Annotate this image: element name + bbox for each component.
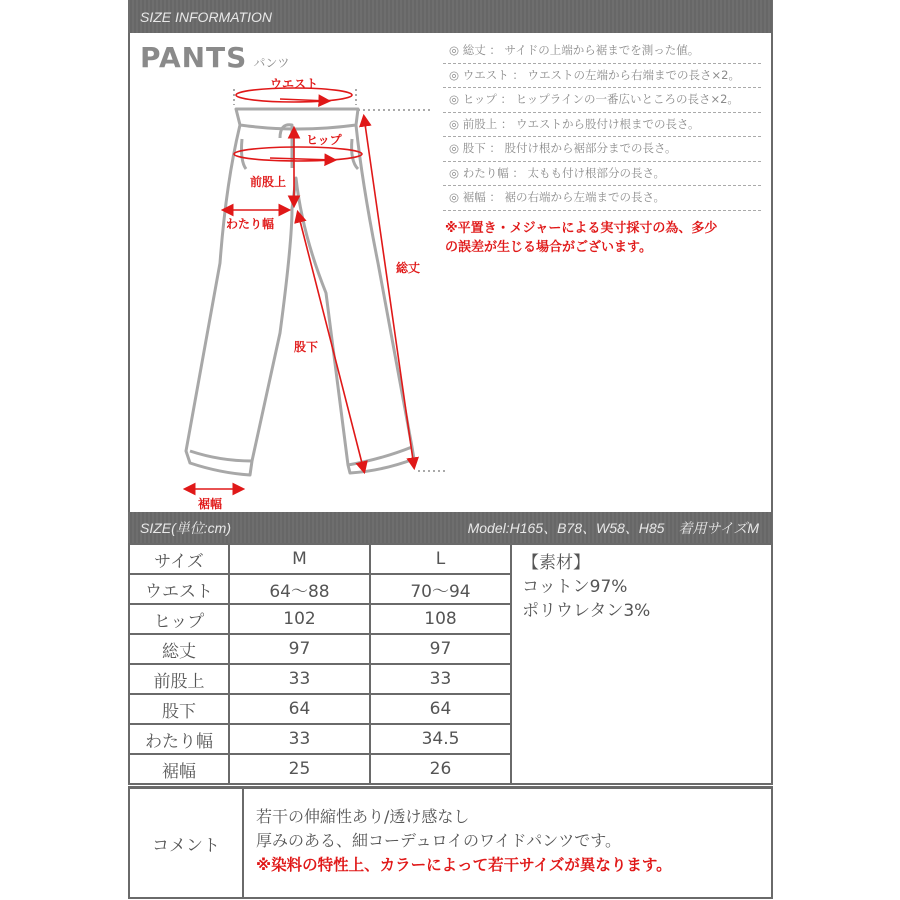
material-line: コットン97% [522, 577, 628, 597]
material-line: ポリウレタン3% [522, 601, 651, 621]
total-length-arrow [364, 117, 414, 467]
measurement-note-line1: ※平置き・メジャーによる実寸採寸の為、多少 [445, 220, 718, 236]
legend-item: ◎ 股下 ： 股付け根から裾部分までの長さ。 [443, 137, 761, 162]
label-waist: ウエスト [270, 77, 319, 91]
waistband [236, 109, 358, 129]
label-inseam: 股下 [294, 340, 319, 354]
label-hip: ヒップ [306, 133, 342, 147]
garment-title-jp: パンツ [253, 56, 290, 70]
label-thigh: わたり幅 [226, 217, 275, 231]
size-table [128, 543, 773, 785]
row-label: 総丈 [129, 634, 229, 664]
pants-body [186, 125, 414, 475]
comment-line: 厚みのある、細コーデュロイのワイドパンツです。 [256, 831, 621, 850]
legend-item: ◎ わたり幅 ： 太もも付け根部分の長さ。 [443, 162, 761, 187]
size-information-card [128, 0, 773, 900]
pocket-left [242, 139, 247, 169]
cell-l: 33 [370, 664, 511, 694]
row-label: ヒップ [129, 604, 229, 634]
material-title: 【素材】 [522, 553, 590, 573]
legend-item: ◎ 総丈 ： サイドの上端から裾までを測った値。 [443, 39, 761, 64]
row-label: 股下 [129, 694, 229, 724]
hem-left [190, 451, 252, 461]
cell-l: 70〜94 [370, 574, 511, 604]
cell-l: 26 [370, 754, 511, 784]
garment-title-en: PANTS [140, 41, 248, 74]
legend-item: ◎ ウエスト ： ウエストの左端から右端までの長さ×2。 [443, 64, 761, 89]
cell-m: 64〜88 [229, 574, 370, 604]
pants-outline [186, 109, 414, 475]
measurement-note-line2: の誤差が生じる場合がございます。 [445, 239, 652, 255]
label-hem: 裾幅 [198, 497, 223, 511]
header-cell: M [229, 544, 370, 574]
measurement-arrows [186, 88, 414, 489]
table-header-row [129, 544, 772, 574]
measurement-note [443, 219, 761, 257]
measurement-legend [443, 39, 761, 257]
label-total-length: 総丈 [396, 261, 421, 275]
legend-item: ◎ ヒップ ： ヒップラインの一番広いところの長さ×2。 [443, 88, 761, 113]
garment-title [140, 41, 289, 74]
row-label: 前股上 [129, 664, 229, 694]
material-cell [511, 544, 772, 784]
row-label: 裾幅 [129, 754, 229, 784]
legend-item: ◎ 裾幅 ： 裾の右端から左端までの長さ。 [443, 186, 761, 211]
cell-m: 64 [229, 694, 370, 724]
size-bar [128, 512, 773, 543]
waist-arrow [280, 99, 328, 101]
cell-m: 25 [229, 754, 370, 784]
legend-item: ◎ 前股上 ： ウエストから股付け根までの長さ。 [443, 113, 761, 138]
row-label: ウエスト [129, 574, 229, 604]
comment-section [128, 786, 773, 899]
cell-m: 33 [229, 724, 370, 754]
cell-m: 97 [229, 634, 370, 664]
comment-label: コメント [130, 789, 244, 897]
header-cell: L [370, 544, 511, 574]
size-unit-label: SIZE(単位:cm) [140, 519, 231, 536]
cell-l: 64 [370, 694, 511, 724]
cell-m: 33 [229, 664, 370, 694]
header-cell: サイズ [129, 544, 229, 574]
label-front-rise: 前股上 [250, 175, 287, 189]
cell-l: 34.5 [370, 724, 511, 754]
comment-note: ※染料の特性上、カラーによって若干サイズが異なります。 [256, 856, 672, 874]
cell-m: 102 [229, 604, 370, 634]
comment-body [244, 789, 672, 897]
row-label: わたり幅 [129, 724, 229, 754]
size-information-header [128, 0, 773, 33]
cell-l: 108 [370, 604, 511, 634]
cell-l: 97 [370, 634, 511, 664]
comment-line: 若干の伸縮性あり/透け感なし [256, 807, 470, 826]
header-title: SIZE INFORMATION [140, 8, 272, 25]
hip-arrow [270, 158, 334, 160]
diagram-panel [128, 33, 773, 512]
model-info: Model:H165、B78、W58、H85 着用サイズM [467, 519, 759, 536]
